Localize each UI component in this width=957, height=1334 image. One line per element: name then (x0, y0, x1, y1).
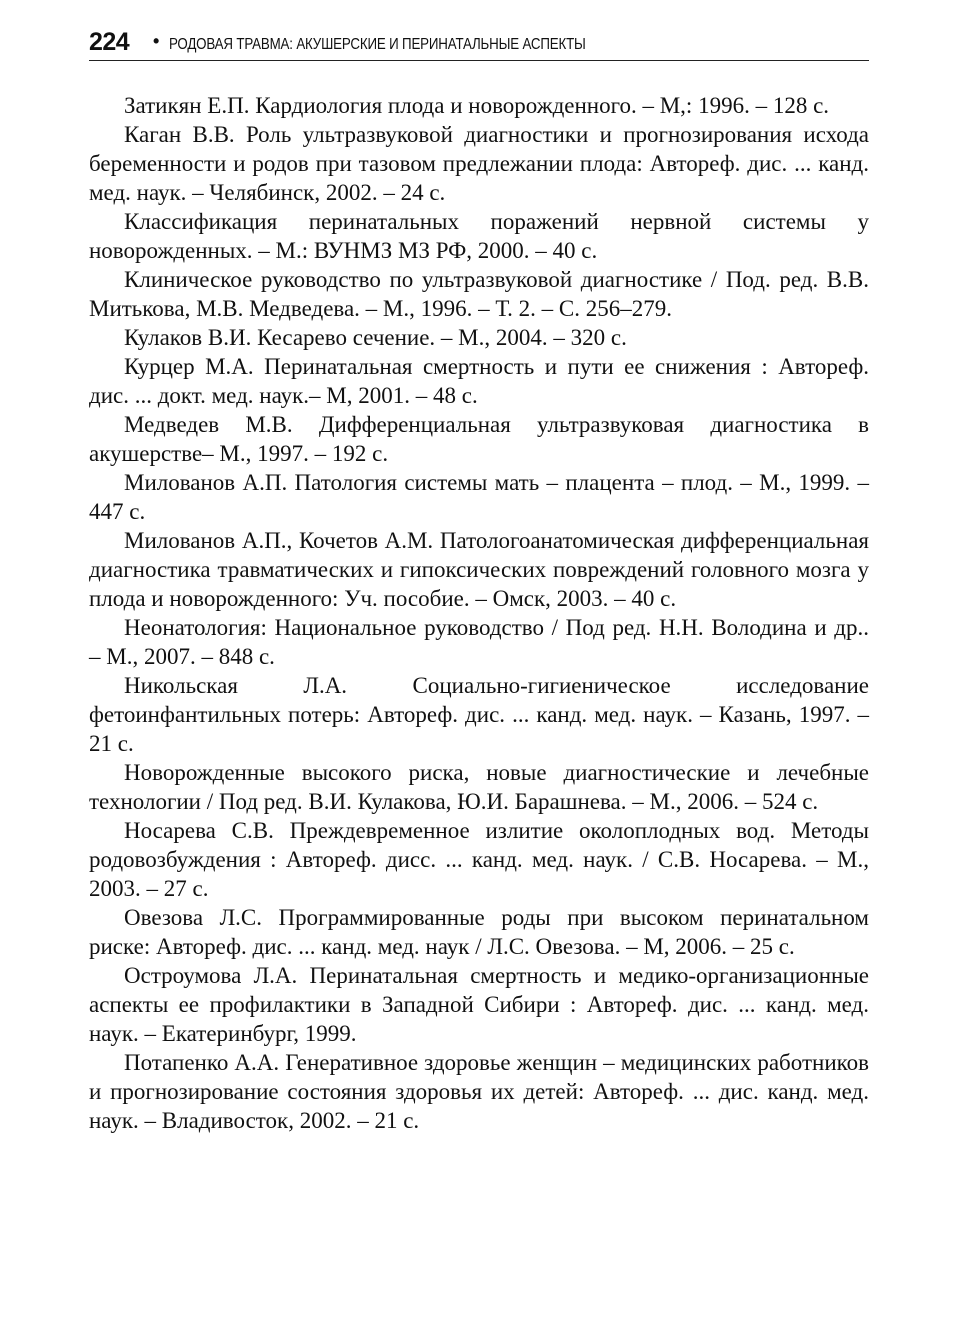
reference-entry: Новорожденные высокого риска, новые диагностические и лечебные технологии / Под ред. В.И. Кулакова, Ю.И. Барашнева. – М., 2006. – 524 с. (89, 760, 869, 814)
reference-entry: Потапенко А.А. Генеративное здоровье женщин – медицинских работников и прогнозирование состояния здоровья их детей: Автореф. ... дис. канд. мед. наук. – Владивосток, 2002. – 21 с. (89, 1050, 869, 1133)
reference-entry: Клиническое руководство по ультразвуковой диагностике / Под. ред. В.В. Митькова, М.В. Медведева. – М., 1996. – Т. 2. – С. 256–279. (89, 267, 869, 321)
reference-entry: Курцер М.А. Перинатальная смертность и пути ее снижения : Автореф. дис. ... докт. мед. наук.– М, 2001. – 48 с. (89, 354, 869, 408)
running-header (89, 30, 869, 61)
reference-entry: Затикян Е.П. Кардиология плода и новорожденного. – М,: 1996. – 128 с. (124, 93, 830, 118)
reference-entry: Милованов А.П. Патология системы мать – плацента – плод. – М., 1999. – 447 с. (89, 470, 869, 524)
reference-entry: Каган В.В. Роль ультразвуковой диагностики и прогнозирования исхода беременности и родов при тазовом предлежании плода: Автореф. дис. ... канд. мед. наук. – Челябинск, 2002. – 24 с. (89, 122, 869, 205)
reference-entry: Овезова Л.С. Программированные роды при высоком перинатальном риске: Автореф. дис. ... канд. мед. наук / Л.С. Овезова. – М, 2006. – 25 с. (89, 905, 869, 959)
reference-entry: Милованов А.П., Кочетов А.М. Патологоанатомическая дифференциальная диагностика травматических и гипоксических повреждений головного мозга у плода и новорожденного: Уч. пособие. – Омск, 2003. – 40 с. (89, 528, 869, 611)
reference-entry: Остроумова Л.А. Перинатальная смертность и медико-организационные аспекты ее профилактики в Западной Сибири : Автореф. дис. ... канд. мед. наук. – Екатеринбург, 1999. (89, 963, 869, 1046)
reference-list (89, 91, 869, 1135)
reference-entry: Неонатология: Национальное руководство / Под ред. Н.Н. Володина и др.. – М., 2007. – 848 с. (89, 615, 869, 669)
running-title: РОДОВАЯ ТРАВМА: АКУШЕРСКИЕ И ПЕРИНАТАЛЬНЫЕ АСПЕКТЫ (169, 36, 586, 53)
page-number: 224 (89, 28, 130, 56)
reference-entry: Медведев М.В. Дифференциальная ультразвуковая диагностика в акушерстве– М., 1997. – 192 с. (89, 412, 869, 466)
reference-entry: Никольская Л.А. Социально-гигиеническое исследование фетоинфантильных потерь: Автореф. дис. ... канд. мед. наук. – Казань, 1997. – 21 с. (89, 673, 869, 756)
reference-entry: Кулаков В.И. Кесарево сечение. – М., 2004. – 320 с. (124, 325, 627, 350)
reference-entry: Классификация перинатальных поражений нервной системы у новорожденных. – М.: ВУНМЗ МЗ РФ, 2000. – 40 с. (89, 209, 869, 263)
header-bullet: • (153, 31, 160, 51)
reference-entry: Носарева С.В. Преждевременное излитие околоплодных вод. Методы родовозбуждения : Автореф. дисс. ... канд. мед. наук. / С.В. Носарева. – М., 2003. – 27 с. (89, 818, 869, 901)
